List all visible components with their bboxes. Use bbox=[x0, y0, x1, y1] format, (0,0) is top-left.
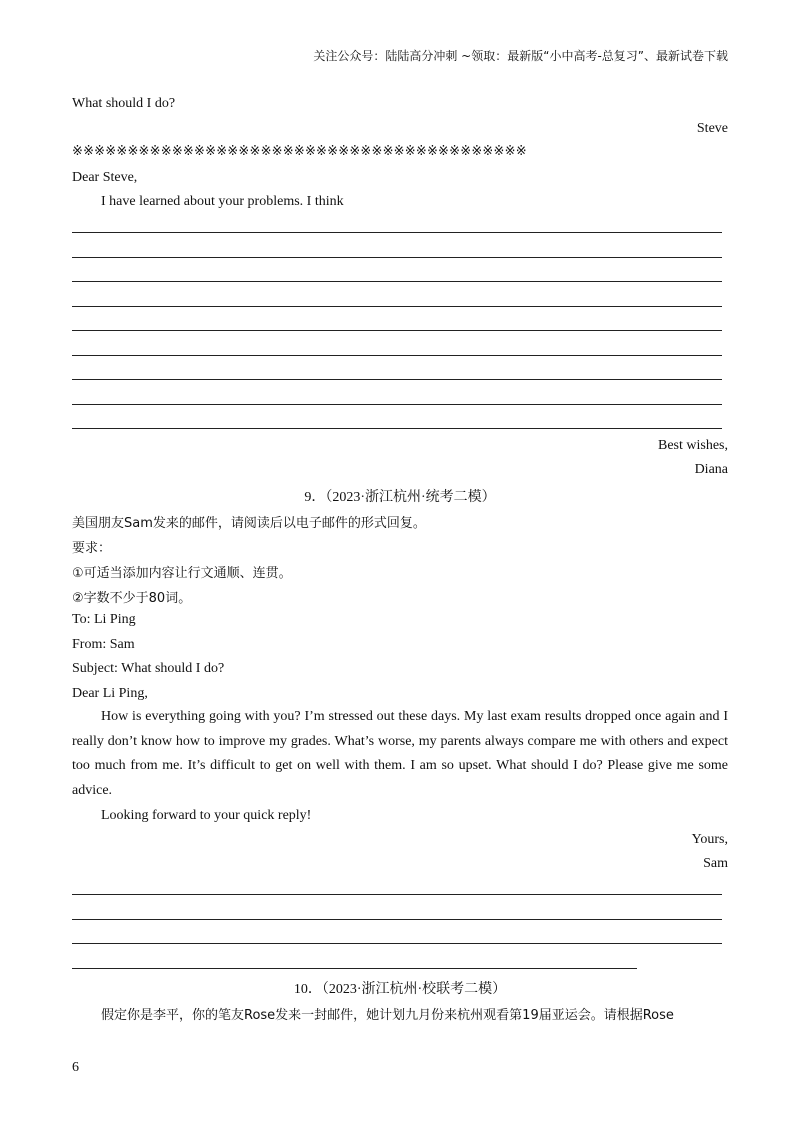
page-header: 关注公众号：陆陆高分冲刺 ~领取：最新版“小中高考-总复习”、最新试卷下载 bbox=[313, 49, 728, 63]
answer-line bbox=[72, 404, 722, 405]
answer-line bbox=[72, 894, 722, 895]
signature-diana: Diana bbox=[694, 462, 728, 477]
email-yours: Yours, bbox=[691, 832, 728, 847]
answer-line bbox=[72, 428, 722, 429]
answer-line bbox=[72, 355, 722, 356]
email-greeting: Dear Li Ping, bbox=[72, 686, 148, 701]
question-10-text: 假定你是李平，你的笔友Rose发来一封邮件，她计划九月份来杭州观看第19届亚运会。请根据Rose bbox=[101, 1008, 674, 1023]
answer-line bbox=[72, 232, 722, 233]
email-looking-forward: Looking forward to your quick reply! bbox=[101, 808, 312, 823]
question-line: What should I do? bbox=[72, 96, 176, 111]
answer-line bbox=[72, 919, 722, 920]
email-signature-sam: Sam bbox=[703, 856, 728, 871]
answer-line bbox=[72, 281, 722, 282]
answer-line bbox=[72, 306, 722, 307]
email-to: To: Li Ping bbox=[72, 612, 136, 627]
email-from: From: Sam bbox=[72, 637, 135, 652]
requirement-2: ②字数不少于80词。 bbox=[72, 591, 192, 606]
answer-line bbox=[72, 968, 637, 969]
question-10-title: 10．（2023·浙江杭州·校联考二模） bbox=[293, 982, 507, 997]
closing-best-wishes: Best wishes, bbox=[658, 438, 728, 453]
answer-line bbox=[72, 379, 722, 380]
email-body: How is everything going with you? I’m stressed out these days. My last exam results dropped once again and I really don’t know how to improve my grades. What’s worse, my parents always compare me with others and expect too much from me. It’s difficult to get on well with them. I am so upset. What should I do? Please give me some advice. bbox=[72, 709, 728, 798]
requirements-label: 要求： bbox=[72, 541, 112, 556]
answer-line bbox=[72, 330, 722, 331]
greeting-steve: Dear Steve, bbox=[72, 170, 138, 185]
answer-line bbox=[72, 943, 722, 944]
email-subject: Subject: What should I do? bbox=[72, 661, 225, 676]
question-9-intro: 美国朋友Sam发来的邮件，请阅读后以电子邮件的形式回复。 bbox=[72, 516, 426, 531]
requirement-1: ①可适当添加内容让行文通顺、连贯。 bbox=[72, 566, 292, 581]
signature-steve: Steve bbox=[696, 121, 728, 136]
answer-line bbox=[72, 257, 722, 258]
reply-opening: I have learned about your problems. I think bbox=[101, 194, 344, 209]
question-9-title: 9．（2023·浙江杭州·统考二模） bbox=[304, 490, 496, 505]
page-number: 6 bbox=[72, 1060, 79, 1075]
divider-marks: ※※※※※※※※※※※※※※※※※※※※※※※※※※※※※※※※※※※※※※※※※ bbox=[72, 144, 527, 159]
